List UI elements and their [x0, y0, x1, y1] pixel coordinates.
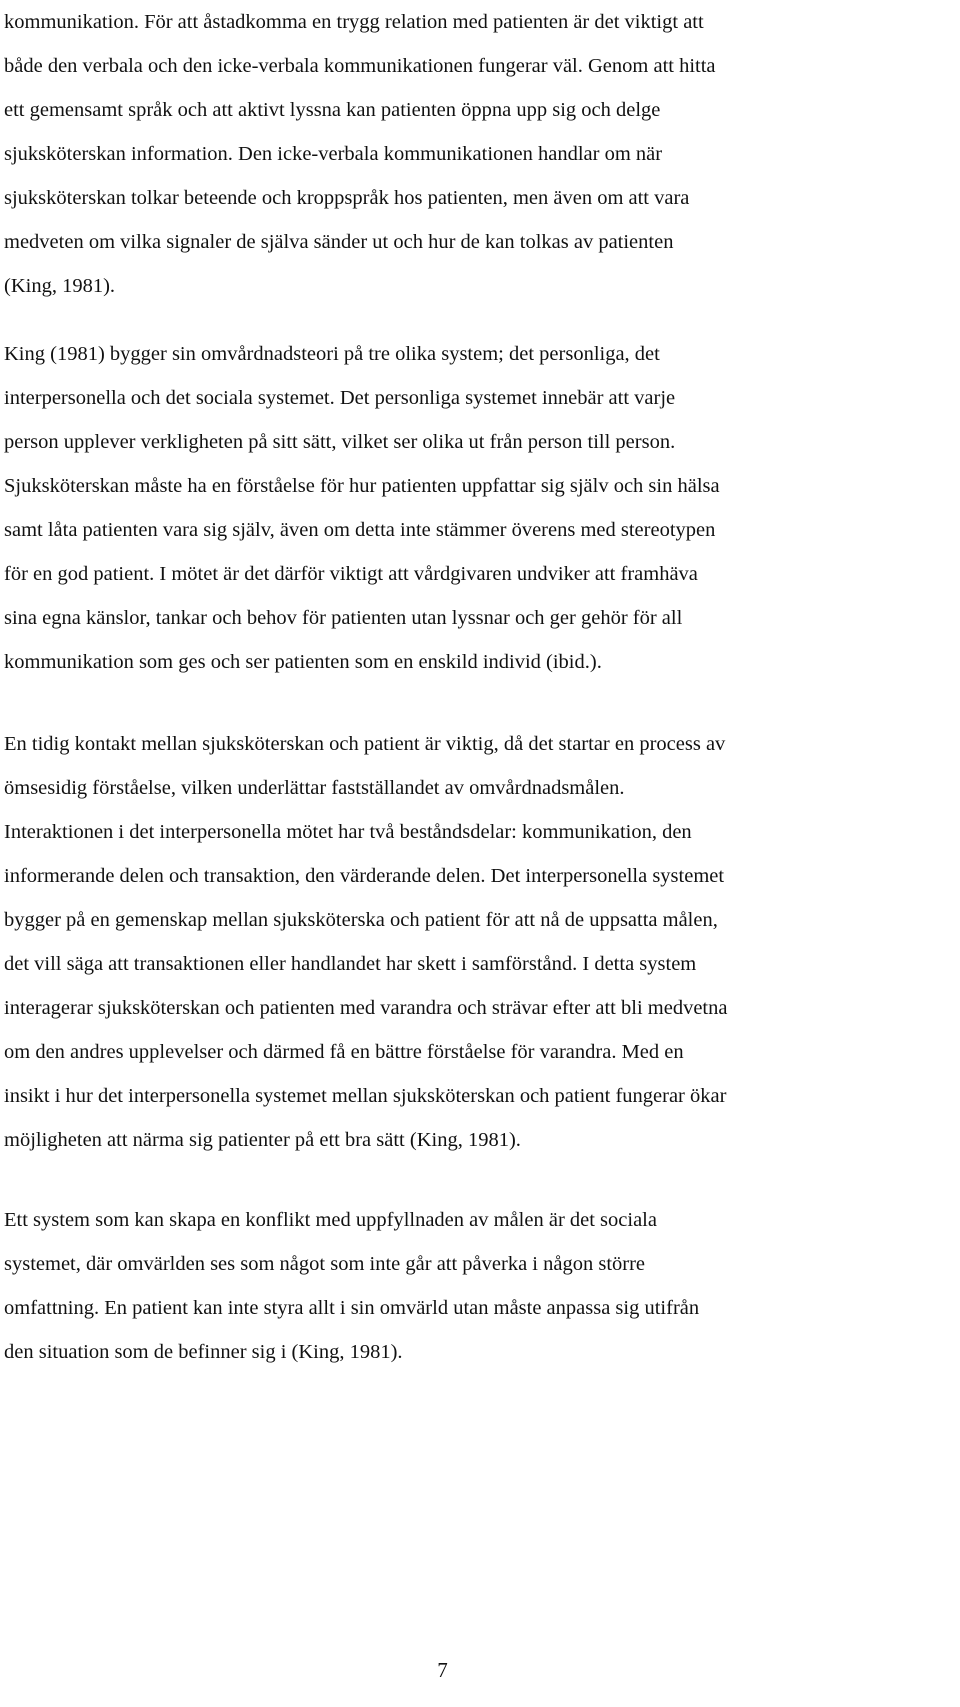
paragraph-communication	[4, 0, 716, 308]
text-line: systemet, där omvärlden ses som något som inte går att påverka i någon större	[4, 1253, 646, 1275]
text-line: Interaktionen i det interpersonella mötet har två beståndsdelar: kommunikation, den	[4, 821, 692, 843]
text-line: sina egna känslor, tankar och behov för patienten utan lyssnar och ger gehör för all	[4, 607, 683, 629]
text-line: för en god patient. I mötet är det därför viktigt att vårdgivaren undviker att framhäva	[4, 563, 698, 585]
paragraph-social-system	[4, 1198, 699, 1374]
text-line: ett gemensamt språk och att aktivt lyssna kan patienten öppna upp sig och delge	[4, 99, 661, 121]
text-line: bygger på en gemenskap mellan sjuksköterska och patient för att nå de uppsatta målen,	[4, 909, 718, 931]
text-line: sjuksköterskan tolkar beteende och kroppspråk hos patienten, men även om att vara	[4, 187, 690, 209]
text-line: om den andres upplevelser och därmed få en bättre förståelse för varandra. Med en	[4, 1041, 684, 1063]
text-line: den situation som de befinner sig i (King, 1981).	[4, 1341, 403, 1363]
text-line: En tidig kontakt mellan sjuksköterskan och patient är viktig, då det startar en process av	[4, 733, 726, 755]
text-line: kommunikation som ges och ser patienten som en enskild individ (ibid.).	[4, 651, 602, 673]
text-line: både den verbala och den icke-verbala kommunikationen fungerar väl. Genom att hitta	[4, 55, 716, 77]
text-line: Ett system som kan skapa en konflikt med uppfyllnaden av målen är det sociala	[4, 1209, 657, 1231]
paragraph-personal-system	[4, 332, 720, 684]
text-line: Sjuksköterskan måste ha en förståelse för hur patienten uppfattar sig själv och sin hälsa	[4, 475, 720, 497]
text-line: interagerar sjuksköterskan och patienten med varandra och strävar efter att bli medvetna	[4, 997, 728, 1019]
text-line: informerande delen och transaktion, den värderande delen. Det interpersonella systemet	[4, 865, 725, 887]
text-line: King (1981) bygger sin omvårdnadsteori på tre olika system; det personliga, det	[4, 343, 660, 365]
text-line: möjligheten att närma sig patienter på ett bra sätt (King, 1981).	[4, 1129, 521, 1151]
text-line: sjuksköterskan information. Den icke-verbala kommunikationen handlar om när	[4, 143, 663, 165]
text-line: kommunikation. För att åstadkomma en trygg relation med patienten är det viktigt att	[4, 11, 704, 33]
paragraph-interpersonal-system	[4, 722, 727, 1162]
text-line: insikt i hur det interpersonella systemet mellan sjuksköterskan och patient fungerar ökar	[4, 1085, 727, 1107]
text-line: ömsesidig förståelse, vilken underlättar fastställandet av omvårdnadsmålen.	[4, 777, 625, 799]
text-line: interpersonella och det sociala systemet. Det personliga systemet innebär att varje	[4, 387, 676, 409]
text-line: omfattning. En patient kan inte styra allt i sin omvärld utan måste anpassa sig utifrån	[4, 1297, 700, 1319]
text-line: samt låta patienten vara sig själv, även om detta inte stämmer överens med stereotypen	[4, 519, 716, 541]
page-number: 7	[437, 1658, 448, 1682]
text-line: medveten om vilka signaler de själva sänder ut och hur de kan tolkas av patienten	[4, 231, 674, 253]
text-line: det vill säga att transaktionen eller handlandet har skett i samförstånd. I detta system	[4, 953, 697, 975]
text-line: (King, 1981).	[4, 275, 116, 297]
text-line: person upplever verkligheten på sitt sätt, vilket ser olika ut från person till person.	[4, 431, 676, 453]
